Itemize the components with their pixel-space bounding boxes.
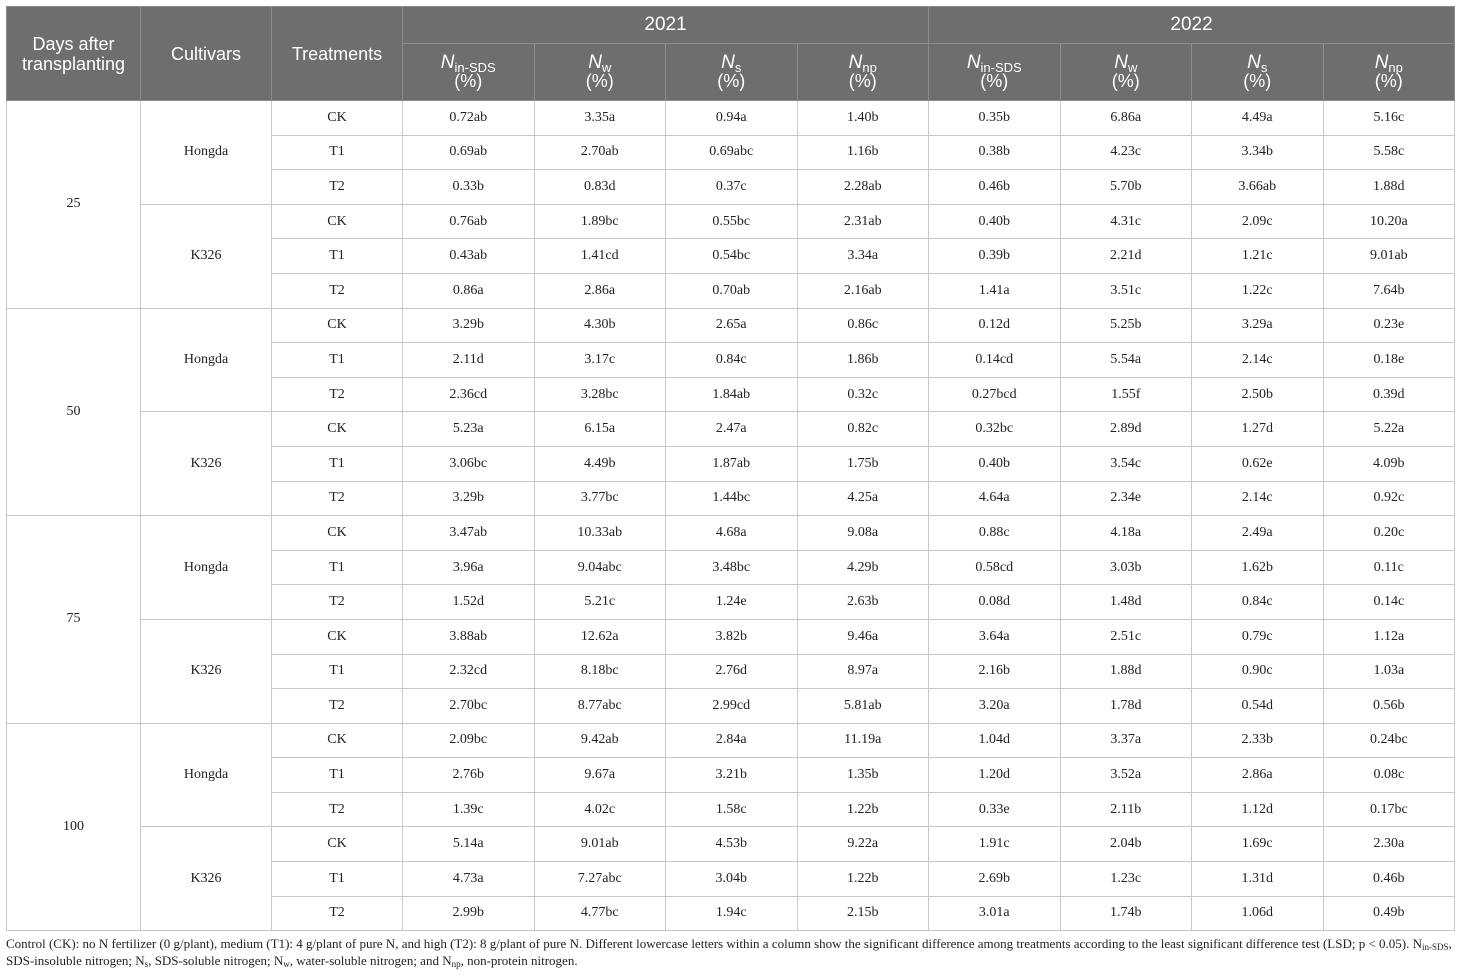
table-container	[6, 6, 1454, 969]
value-cell: 0.92c	[1323, 481, 1455, 516]
value-cell: 0.76ab	[403, 204, 535, 239]
value-cell: 0.39b	[929, 239, 1061, 274]
cultivar-cell: Hongda	[141, 101, 272, 205]
value-cell: 1.22b	[797, 862, 929, 897]
value-cell: 9.42ab	[534, 723, 666, 758]
value-cell: 0.84c	[1192, 585, 1324, 620]
header-treatments: Treatments	[272, 7, 403, 101]
value-cell: 1.69c	[1192, 827, 1324, 862]
value-cell: 1.55f	[1060, 377, 1192, 412]
value-cell: 0.90c	[1192, 654, 1324, 689]
treatment-cell: CK	[272, 412, 403, 447]
value-cell: 2.11b	[1060, 792, 1192, 827]
value-cell: 0.69abc	[666, 135, 798, 170]
variable-subscript: np	[862, 60, 877, 75]
value-cell: 2.47a	[666, 412, 798, 447]
value-cell: 3.28bc	[534, 377, 666, 412]
value-cell: 1.40b	[797, 101, 929, 136]
value-cell: 4.49a	[1192, 101, 1324, 136]
value-cell: 1.44bc	[666, 481, 798, 516]
value-cell: 2.70ab	[534, 135, 666, 170]
variable-subscript: np	[1388, 60, 1403, 75]
table-row	[7, 827, 1455, 862]
value-cell: 4.64a	[929, 481, 1061, 516]
value-cell: 3.54c	[1060, 446, 1192, 481]
value-cell: 1.52d	[403, 585, 535, 620]
treatment-cell: T1	[272, 239, 403, 274]
variable-symbol: N	[588, 52, 602, 73]
value-cell: 1.88d	[1323, 170, 1455, 205]
value-cell: 6.15a	[534, 412, 666, 447]
table-row	[7, 101, 1455, 136]
value-cell: 3.64a	[929, 619, 1061, 654]
table-body	[7, 101, 1455, 931]
variable-unit: (%)	[585, 71, 614, 91]
value-cell: 2.89d	[1060, 412, 1192, 447]
value-cell: 3.04b	[666, 862, 798, 897]
treatment-cell: T2	[272, 273, 403, 308]
variable-symbol: N	[440, 52, 455, 73]
value-cell: 0.24bc	[1323, 723, 1455, 758]
value-cell: 5.23a	[403, 412, 535, 447]
footnote-text: , water-soluble nitrogen; and N	[289, 953, 452, 969]
treatment-cell: CK	[272, 516, 403, 551]
header-variable	[797, 44, 929, 101]
value-cell: 1.06d	[1192, 896, 1324, 931]
value-cell: 5.22a	[1323, 412, 1455, 447]
data-table	[6, 6, 1455, 931]
value-cell: 0.46b	[1323, 862, 1455, 897]
value-cell: 0.14c	[1323, 585, 1455, 620]
variable-subscript: w	[1127, 60, 1138, 75]
cultivar-cell: Hongda	[141, 516, 272, 620]
value-cell: 4.02c	[534, 792, 666, 827]
value-cell: 2.76b	[403, 758, 535, 793]
value-cell: 5.58c	[1323, 135, 1455, 170]
value-cell: 0.37c	[666, 170, 798, 205]
variable-subscript: in-SDS	[980, 60, 1022, 75]
value-cell: 9.67a	[534, 758, 666, 793]
value-cell: 0.08c	[1323, 758, 1455, 793]
value-cell: 0.84c	[666, 343, 798, 378]
value-cell: 10.20a	[1323, 204, 1455, 239]
value-cell: 1.16b	[797, 135, 929, 170]
value-cell: 3.29a	[1192, 308, 1324, 343]
table-row	[7, 516, 1455, 551]
footnote-sub: np	[451, 959, 461, 970]
value-cell: 5.16c	[1323, 101, 1455, 136]
value-cell: 9.22a	[797, 827, 929, 862]
value-cell: 5.25b	[1060, 308, 1192, 343]
value-cell: 1.23c	[1060, 862, 1192, 897]
treatment-cell: T1	[272, 862, 403, 897]
value-cell: 2.11d	[403, 343, 535, 378]
header-variable	[929, 44, 1061, 101]
variable-symbol: N	[1247, 52, 1261, 73]
value-cell: 4.18a	[1060, 516, 1192, 551]
treatment-cell: T2	[272, 481, 403, 516]
value-cell: 3.01a	[929, 896, 1061, 931]
value-cell: 2.04b	[1060, 827, 1192, 862]
value-cell: 3.88ab	[403, 619, 535, 654]
value-cell: 1.21c	[1192, 239, 1324, 274]
header-year-2022: 2022	[929, 7, 1455, 44]
value-cell: 0.12d	[929, 308, 1061, 343]
value-cell: 1.22b	[797, 792, 929, 827]
value-cell: 5.21c	[534, 585, 666, 620]
value-cell: 2.36cd	[403, 377, 535, 412]
cultivar-cell: K326	[141, 619, 272, 723]
value-cell: 0.11c	[1323, 550, 1455, 585]
variable-subscript: s	[1260, 60, 1268, 75]
value-cell: 3.34a	[797, 239, 929, 274]
treatment-cell: T2	[272, 896, 403, 931]
cultivar-cell: Hongda	[141, 308, 272, 412]
treatment-cell: T2	[272, 689, 403, 724]
value-cell: 0.32c	[797, 377, 929, 412]
value-cell: 1.88d	[1060, 654, 1192, 689]
cultivar-cell: K326	[141, 204, 272, 308]
value-cell: 11.19a	[797, 723, 929, 758]
value-cell: 3.48bc	[666, 550, 798, 585]
value-cell: 1.20d	[929, 758, 1061, 793]
value-cell: 0.54bc	[666, 239, 798, 274]
header-cultivars: Cultivars	[141, 7, 272, 101]
variable-subscript: in-SDS	[454, 60, 496, 75]
value-cell: 0.69ab	[403, 135, 535, 170]
value-cell: 2.32cd	[403, 654, 535, 689]
treatment-cell: T2	[272, 792, 403, 827]
header-variable	[403, 44, 535, 101]
value-cell: 2.15b	[797, 896, 929, 931]
value-cell: 1.03a	[1323, 654, 1455, 689]
value-cell: 2.84a	[666, 723, 798, 758]
value-cell: 0.43ab	[403, 239, 535, 274]
treatment-cell: CK	[272, 308, 403, 343]
value-cell: 2.50b	[1192, 377, 1324, 412]
value-cell: 0.27bcd	[929, 377, 1061, 412]
treatment-cell: T1	[272, 343, 403, 378]
value-cell: 2.65a	[666, 308, 798, 343]
variable-unit: (%)	[1243, 71, 1272, 91]
header-days: Days after transplanting	[7, 7, 141, 101]
header-year-2021: 2021	[403, 7, 929, 44]
value-cell: 8.97a	[797, 654, 929, 689]
value-cell: 2.49a	[1192, 516, 1324, 551]
variable-symbol: N	[1114, 52, 1128, 73]
value-cell: 2.99cd	[666, 689, 798, 724]
value-cell: 1.75b	[797, 446, 929, 481]
value-cell: 1.22c	[1192, 273, 1324, 308]
value-cell: 9.04abc	[534, 550, 666, 585]
variable-unit: (%)	[1111, 71, 1140, 91]
treatment-cell: CK	[272, 101, 403, 136]
value-cell: 0.72ab	[403, 101, 535, 136]
value-cell: 0.86a	[403, 273, 535, 308]
header-variable	[666, 44, 798, 101]
value-cell: 1.74b	[1060, 896, 1192, 931]
footnote-text: , non-protein nitrogen.	[460, 953, 578, 969]
value-cell: 3.52a	[1060, 758, 1192, 793]
value-cell: 0.79c	[1192, 619, 1324, 654]
value-cell: 1.91c	[929, 827, 1061, 862]
variable-unit: (%)	[848, 71, 877, 91]
value-cell: 3.82b	[666, 619, 798, 654]
treatment-cell: T1	[272, 135, 403, 170]
value-cell: 10.33ab	[534, 516, 666, 551]
value-cell: 1.94c	[666, 896, 798, 931]
value-cell: 0.17bc	[1323, 792, 1455, 827]
value-cell: 3.96a	[403, 550, 535, 585]
value-cell: 12.62a	[534, 619, 666, 654]
days-cell: 100	[7, 723, 141, 931]
value-cell: 0.20c	[1323, 516, 1455, 551]
value-cell: 2.14c	[1192, 481, 1324, 516]
value-cell: 2.63b	[797, 585, 929, 620]
value-cell: 3.66ab	[1192, 170, 1324, 205]
footnote-text: , SDS-insoluble nitrogen; N	[6, 936, 1452, 969]
value-cell: 3.06bc	[403, 446, 535, 481]
treatment-cell: T1	[272, 654, 403, 689]
value-cell: 2.21d	[1060, 239, 1192, 274]
value-cell: 4.09b	[1323, 446, 1455, 481]
table-header	[7, 7, 1455, 101]
value-cell: 6.86a	[1060, 101, 1192, 136]
table-footnote	[6, 935, 1454, 969]
value-cell: 1.78d	[1060, 689, 1192, 724]
value-cell: 0.32bc	[929, 412, 1061, 447]
value-cell: 1.41cd	[534, 239, 666, 274]
treatment-cell: T2	[272, 170, 403, 205]
table-row	[7, 412, 1455, 447]
value-cell: 1.89bc	[534, 204, 666, 239]
header-variable	[1323, 44, 1455, 101]
value-cell: 0.55bc	[666, 204, 798, 239]
value-cell: 2.33b	[1192, 723, 1324, 758]
value-cell: 0.49b	[1323, 896, 1455, 931]
value-cell: 0.88c	[929, 516, 1061, 551]
value-cell: 0.94a	[666, 101, 798, 136]
value-cell: 2.69b	[929, 862, 1061, 897]
value-cell: 1.12a	[1323, 619, 1455, 654]
value-cell: 2.09bc	[403, 723, 535, 758]
treatment-cell: CK	[272, 619, 403, 654]
value-cell: 3.77bc	[534, 481, 666, 516]
footnote-sub: s	[144, 959, 149, 970]
variable-unit: (%)	[1374, 71, 1403, 91]
variable-unit: (%)	[980, 71, 1009, 91]
table-row	[7, 723, 1455, 758]
value-cell: 9.01ab	[534, 827, 666, 862]
treatment-cell: T2	[272, 377, 403, 412]
treatment-cell: T1	[272, 758, 403, 793]
value-cell: 3.35a	[534, 101, 666, 136]
value-cell: 0.14cd	[929, 343, 1061, 378]
value-cell: 5.54a	[1060, 343, 1192, 378]
days-cell: 50	[7, 308, 141, 516]
value-cell: 4.49b	[534, 446, 666, 481]
value-cell: 5.14a	[403, 827, 535, 862]
value-cell: 4.31c	[1060, 204, 1192, 239]
value-cell: 4.29b	[797, 550, 929, 585]
value-cell: 0.62e	[1192, 446, 1324, 481]
variable-unit: (%)	[454, 71, 483, 91]
value-cell: 4.23c	[1060, 135, 1192, 170]
value-cell: 3.37a	[1060, 723, 1192, 758]
value-cell: 4.25a	[797, 481, 929, 516]
days-cell: 25	[7, 101, 141, 309]
variable-symbol: N	[966, 52, 981, 73]
value-cell: 1.39c	[403, 792, 535, 827]
value-cell: 3.21b	[666, 758, 798, 793]
value-cell: 9.01ab	[1323, 239, 1455, 274]
value-cell: 0.70ab	[666, 273, 798, 308]
header-variable	[1192, 44, 1324, 101]
value-cell: 2.09c	[1192, 204, 1324, 239]
value-cell: 1.35b	[797, 758, 929, 793]
treatment-cell: CK	[272, 723, 403, 758]
value-cell: 1.04d	[929, 723, 1061, 758]
value-cell: 1.24e	[666, 585, 798, 620]
value-cell: 0.35b	[929, 101, 1061, 136]
value-cell: 3.17c	[534, 343, 666, 378]
value-cell: 5.70b	[1060, 170, 1192, 205]
treatment-cell: T1	[272, 550, 403, 585]
header-variable	[534, 44, 666, 101]
value-cell: 0.40b	[929, 446, 1061, 481]
cultivar-cell: Hongda	[141, 723, 272, 827]
variable-symbol: N	[721, 52, 735, 73]
value-cell: 7.27abc	[534, 862, 666, 897]
value-cell: 1.87ab	[666, 446, 798, 481]
value-cell: 3.34b	[1192, 135, 1324, 170]
value-cell: 5.81ab	[797, 689, 929, 724]
value-cell: 3.20a	[929, 689, 1061, 724]
cultivar-cell: K326	[141, 412, 272, 516]
value-cell: 3.47ab	[403, 516, 535, 551]
value-cell: 1.84ab	[666, 377, 798, 412]
value-cell: 9.46a	[797, 619, 929, 654]
value-cell: 2.31ab	[797, 204, 929, 239]
value-cell: 0.38b	[929, 135, 1061, 170]
table-row	[7, 308, 1455, 343]
variable-subscript: s	[734, 60, 742, 75]
treatment-cell: CK	[272, 204, 403, 239]
value-cell: 4.68a	[666, 516, 798, 551]
treatment-cell: T2	[272, 585, 403, 620]
treatment-cell: T1	[272, 446, 403, 481]
variable-unit: (%)	[717, 71, 746, 91]
value-cell: 8.18bc	[534, 654, 666, 689]
value-cell: 3.29b	[403, 481, 535, 516]
value-cell: 3.29b	[403, 308, 535, 343]
value-cell: 1.12d	[1192, 792, 1324, 827]
value-cell: 1.62b	[1192, 550, 1324, 585]
value-cell: 0.46b	[929, 170, 1061, 205]
value-cell: 0.40b	[929, 204, 1061, 239]
value-cell: 1.31d	[1192, 862, 1324, 897]
value-cell: 2.86a	[1192, 758, 1324, 793]
footnote-text: Control (CK): no N fertilizer (0 g/plant), medium (T1): 4 g/plant of pure N, and high (T2): 8 g/plant of pure N. Different lowercase letters within a column show the significant difference among treatments according to the least significant difference test (LSD; p < 0.05). N	[6, 936, 1422, 952]
value-cell: 0.33e	[929, 792, 1061, 827]
value-cell: 2.16b	[929, 654, 1061, 689]
variable-symbol: N	[848, 52, 863, 73]
value-cell: 1.48d	[1060, 585, 1192, 620]
cultivar-cell: K326	[141, 827, 272, 931]
table-row	[7, 619, 1455, 654]
value-cell: 0.23e	[1323, 308, 1455, 343]
treatment-cell: CK	[272, 827, 403, 862]
value-cell: 0.58cd	[929, 550, 1061, 585]
value-cell: 1.86b	[797, 343, 929, 378]
value-cell: 2.34e	[1060, 481, 1192, 516]
value-cell: 2.86a	[534, 273, 666, 308]
value-cell: 0.86c	[797, 308, 929, 343]
table-row	[7, 204, 1455, 239]
value-cell: 2.16ab	[797, 273, 929, 308]
value-cell: 3.51c	[1060, 273, 1192, 308]
value-cell: 2.99b	[403, 896, 535, 931]
value-cell: 1.58c	[666, 792, 798, 827]
header-variable	[1060, 44, 1192, 101]
value-cell: 1.27d	[1192, 412, 1324, 447]
value-cell: 4.77bc	[534, 896, 666, 931]
value-cell: 4.73a	[403, 862, 535, 897]
footnote-sub: in-SDS	[1422, 942, 1449, 953]
value-cell: 1.41a	[929, 273, 1061, 308]
value-cell: 2.14c	[1192, 343, 1324, 378]
value-cell: 0.33b	[403, 170, 535, 205]
value-cell: 4.30b	[534, 308, 666, 343]
value-cell: 4.53b	[666, 827, 798, 862]
value-cell: 2.30a	[1323, 827, 1455, 862]
variable-subscript: w	[601, 60, 612, 75]
footnote-sub: w	[283, 959, 290, 970]
value-cell: 0.56b	[1323, 689, 1455, 724]
value-cell: 3.03b	[1060, 550, 1192, 585]
value-cell: 2.76d	[666, 654, 798, 689]
value-cell: 2.51c	[1060, 619, 1192, 654]
value-cell: 0.54d	[1192, 689, 1324, 724]
value-cell: 2.28ab	[797, 170, 929, 205]
footnote-text: , SDS-soluble nitrogen; N	[148, 953, 284, 969]
value-cell: 0.08d	[929, 585, 1061, 620]
value-cell: 9.08a	[797, 516, 929, 551]
variable-symbol: N	[1374, 52, 1389, 73]
value-cell: 0.82c	[797, 412, 929, 447]
value-cell: 0.39d	[1323, 377, 1455, 412]
value-cell: 2.70bc	[403, 689, 535, 724]
value-cell: 7.64b	[1323, 273, 1455, 308]
value-cell: 8.77abc	[534, 689, 666, 724]
value-cell: 0.83d	[534, 170, 666, 205]
days-cell: 75	[7, 516, 141, 724]
value-cell: 0.18e	[1323, 343, 1455, 378]
